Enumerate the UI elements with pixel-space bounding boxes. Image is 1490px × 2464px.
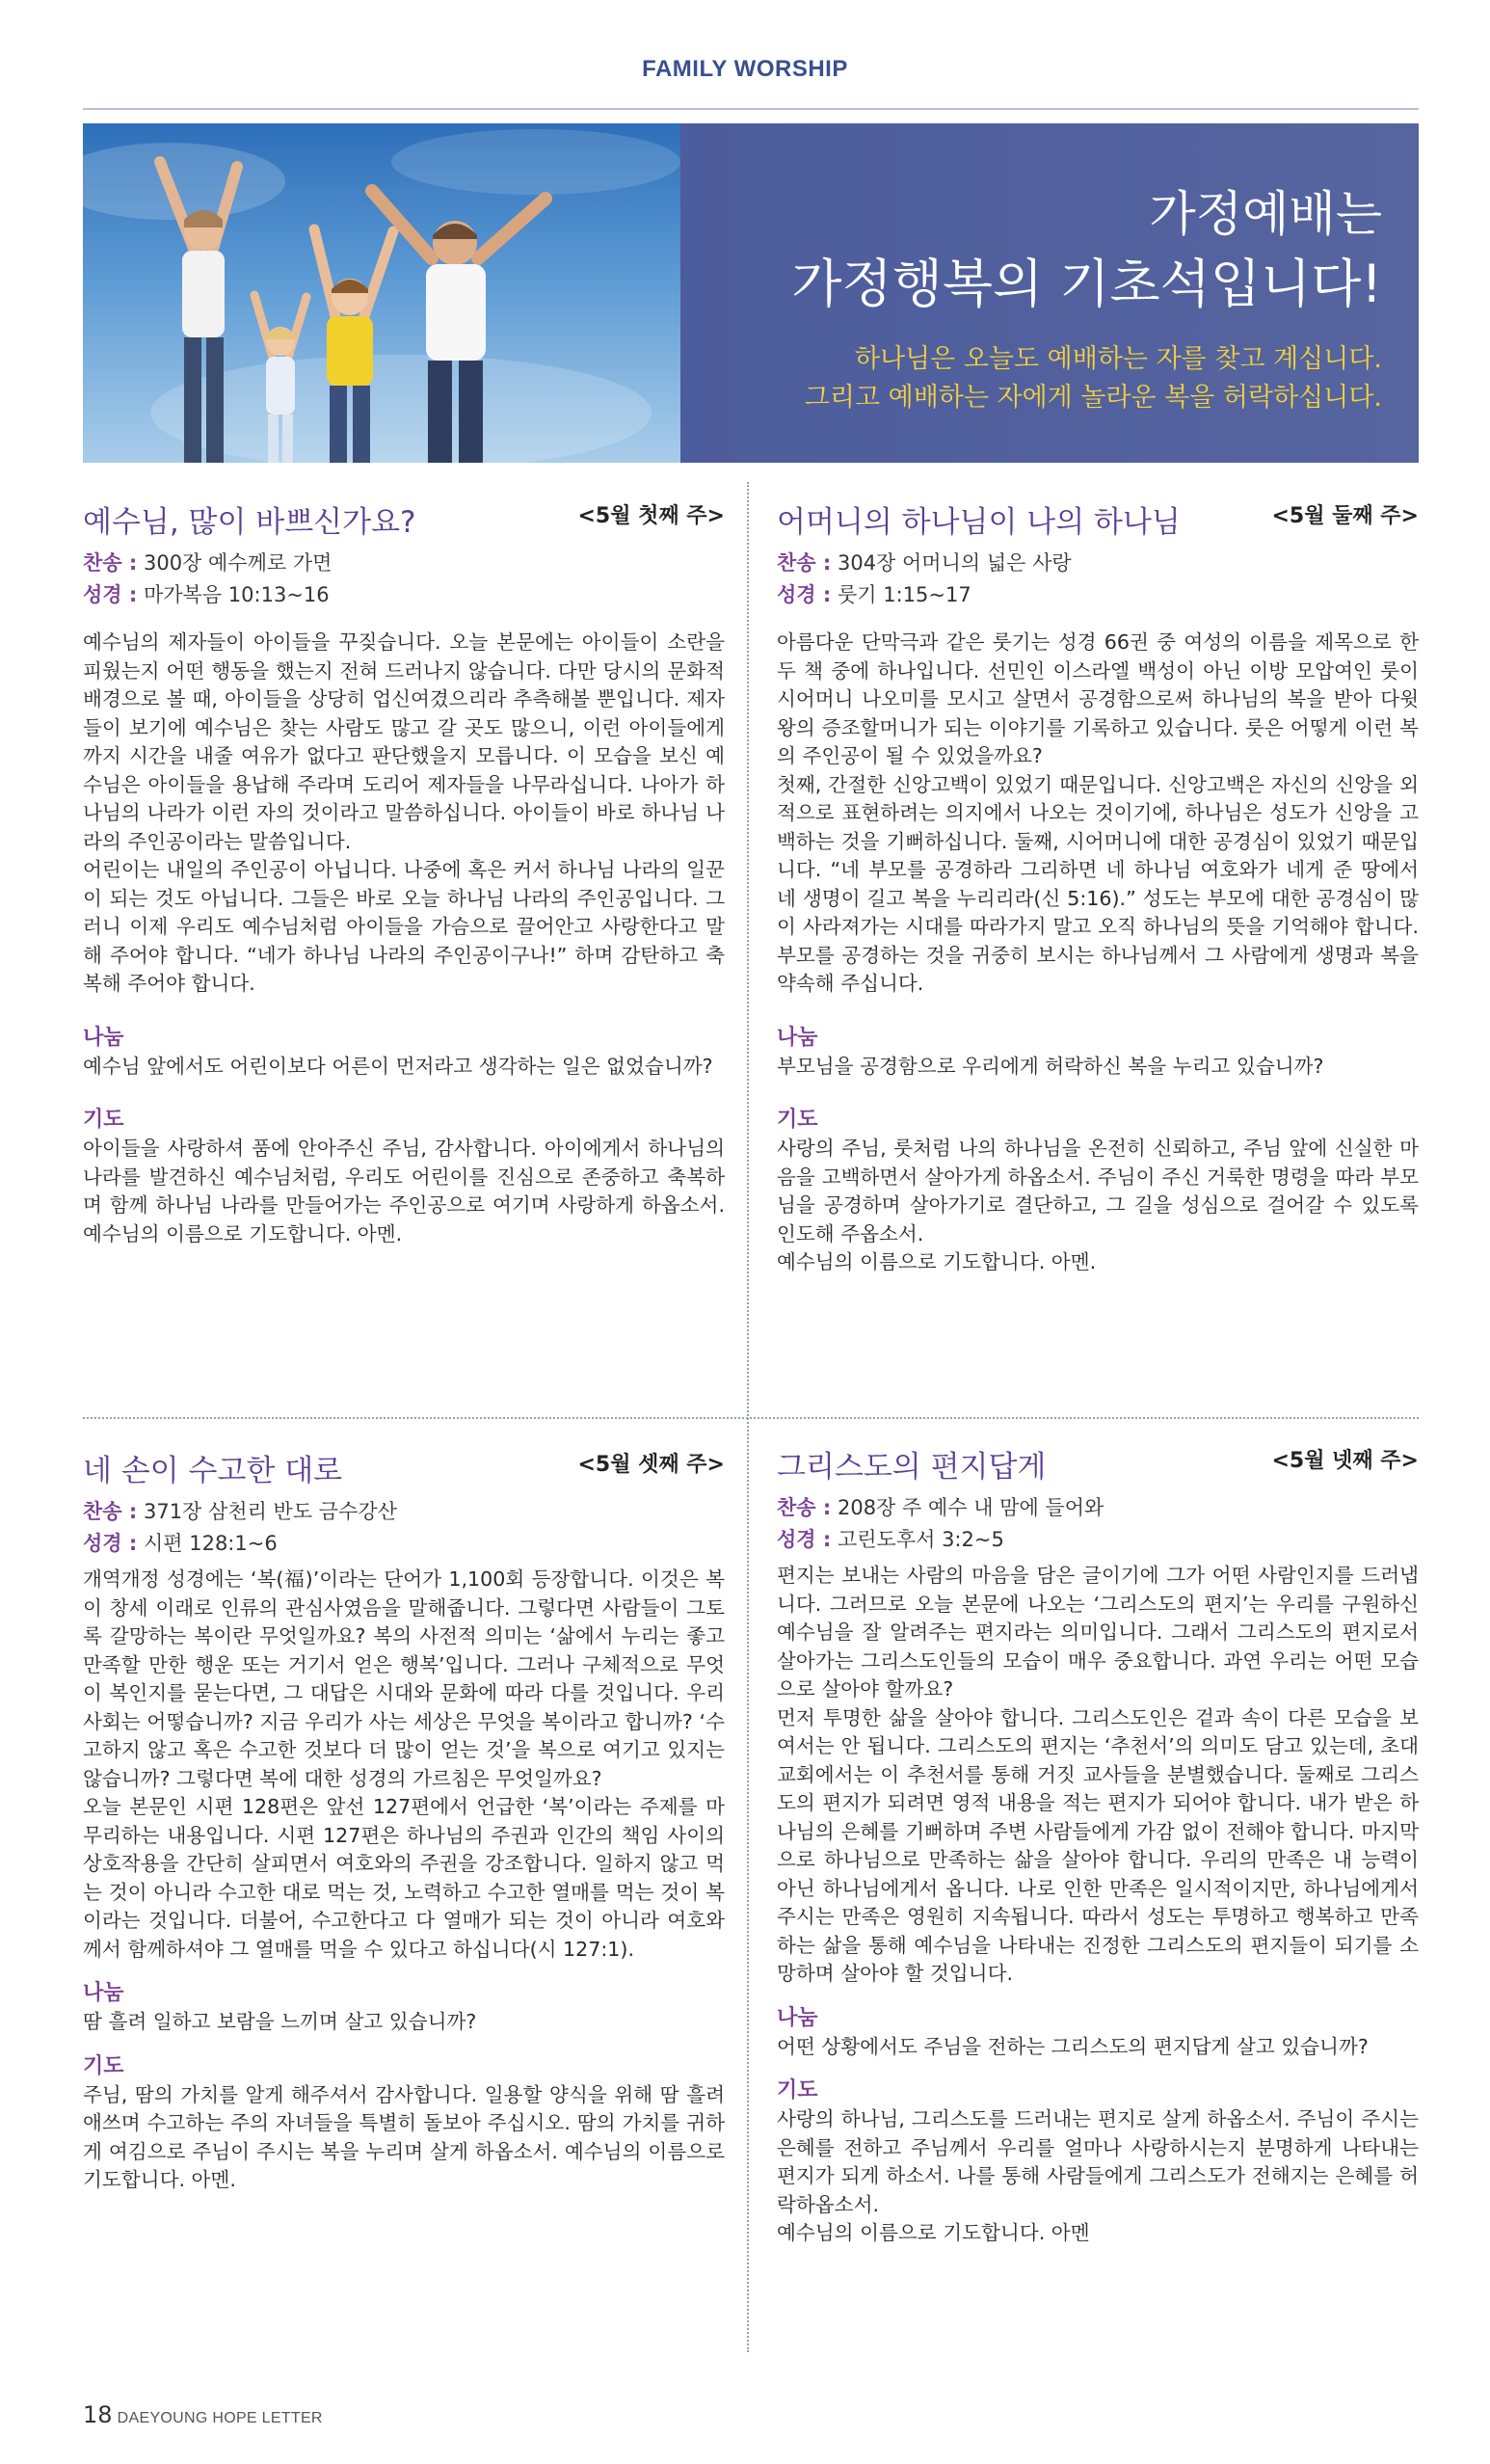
- hero-title-line1: 가정예배는: [1149, 186, 1382, 242]
- scripture-value: 룻기 1:15~17: [837, 583, 971, 606]
- prayer-heading: 기도: [777, 2078, 818, 2102]
- hero-text-panel: [680, 123, 1419, 463]
- share-heading: 나눔: [83, 1981, 124, 2005]
- section-header-label: FAMILY WORSHIP: [642, 56, 848, 82]
- scripture-label: 성경 :: [83, 583, 138, 606]
- section-week: <5월 넷째 주>: [1271, 1449, 1419, 1473]
- body-paragraph: 첫째, 간절한 신앙고백이 있었기 때문입니다. 신앙고백은 자신의 신앙을 외적으로 표현하려는 의지에서 나오는 것이기에, 하나님은 성도가 신앙을 고백하는 것을 기뻐하십니다. 둘째, 시어머니에 대한 공경심이 있었기 때문입니다. “네 부모를 공경하라 그리하면 네 하나님 여호와가 네게 준 땅에서 네 생명이 길고 복을 누리리라(신 5:16).” 성도는 부모에 대한 공경심이 많이 사라져가는 시대를 따라가지 말고 오직 하나님의 뜻을 기억해야 합니다. 부모를 공경하는 것을 귀중히 보시는 하나님께서 그 사람에게 생명과 복을 약속해 주십니다.: [777, 772, 1419, 995]
- section-title: 네 손이 수고한 대로: [83, 1454, 343, 1488]
- prayer-closing: 예수님의 이름으로 기도합니다. 아멘: [777, 2221, 1090, 2244]
- section-body: [777, 629, 1419, 999]
- scripture-label: 성경 :: [777, 1528, 832, 1551]
- hymn-value: 208장 주 예수 내 맘에 들어와: [837, 1496, 1104, 1519]
- worship-section-week4: [777, 1442, 1419, 2248]
- worship-section-week3: [83, 1446, 725, 2195]
- prayer-heading: 기도: [777, 1108, 818, 1132]
- hymn-line: [83, 548, 725, 579]
- prayer-closing: 예수님의 이름으로 기도합니다. 아멘.: [777, 1250, 1097, 1273]
- prayer-heading: 기도: [83, 2053, 124, 2078]
- body-paragraph: 아름다운 단막극과 같은 룻기는 성경 66권 중 여성의 이름을 제목으로 한 두 책 중에 하나입니다. 선민인 이스라엘 백성이 아닌 이방 모압여인 룻이 시어머니 나오미를 모시고 살면서 공경함으로써 하나님의 복을 받아 다윗왕의 증조할머니가 되는 이야기를 기록하고 있습니다. 룻은 어떻게 이런 복의 주인공이 될 수 있었을까요?: [777, 630, 1419, 767]
- prayer-text: 사랑의 주님, 룻처럼 나의 하나님을 온전히 신뢰하고, 주님 앞에 신실한 마음을 고백하면서 살아가게 하옵소서. 주님이 주신 거룩한 명령을 따라 부모님을 공경하며 살아가기로 결단하고, 그 길을 성심으로 걸어갈 수 있도록 인도해 주옵소서.: [777, 1137, 1419, 1245]
- scripture-value: 시편 128:1~6: [143, 1532, 278, 1555]
- hero-banner: [83, 123, 1419, 463]
- hymn-label: 찬송 :: [83, 1500, 138, 1523]
- worship-section-week2: [777, 497, 1419, 1277]
- hymn-label: 찬송 :: [83, 551, 138, 575]
- section-body: [777, 1562, 1419, 1989]
- scripture-line: [777, 579, 1419, 611]
- hymn-value: 304장 어머니의 넓은 사랑: [837, 551, 1072, 575]
- hymn-line: [83, 1496, 725, 1528]
- hymn-label: 찬송 :: [777, 551, 832, 575]
- header-rule: [83, 108, 1419, 110]
- section-week: <5월 둘째 주>: [1271, 504, 1419, 528]
- scripture-line: [83, 579, 725, 611]
- worship-section-week1: [83, 497, 725, 1248]
- share-heading: 나눔: [777, 2005, 818, 2030]
- scripture-label: 성경 :: [777, 583, 832, 606]
- hymn-line: [777, 548, 1419, 579]
- section-title: 어머니의 하나님이 나의 하나님: [777, 505, 1181, 540]
- body-paragraph: 오늘 본문인 시편 128편은 앞선 127편에서 언급한 ‘복’이라는 주제를 마무리하는 내용입니다. 시편 127편은 하나님의 주권과 인간의 책임 사이의 상호작용을 간단히 살피면서 여호와의 주권을 강조합니다. 일하지 않고 먹는 것이 아니라 수고한 대로 먹는 것, 노력하고 수고한 열매를 먹는 것이 복이라는 것입니다. 더불어, 수고한다고 다 열매가 되는 것이 아니라 여호와께서 함께하셔야 그 열매를 먹을 수 있다고 하십니다(시 127:1).: [83, 1795, 725, 1961]
- scripture-line: [777, 1524, 1419, 1556]
- section-body: [83, 629, 725, 999]
- hero-subtitle-line2: 그리고 예배하는 자에게 놀라운 복을 허락하십니다.: [804, 383, 1382, 413]
- share-text: 부모님을 공경함으로 우리에게 허락하신 복을 누리고 있습니까?: [777, 1054, 1324, 1078]
- share-text: 어떤 상황에서도 주님을 전하는 그리스도의 편지답게 살고 있습니까?: [777, 2034, 1369, 2058]
- scripture-line: [83, 1528, 725, 1560]
- prayer-text: 아이들을 사랑하셔 품에 안아주신 주님, 감사합니다. 아이에게서 하나님의 나라를 발견하신 예수님처럼, 우리도 어린이를 진심으로 존중하고 축복하며 함께 하나님 나라를 만들어가는 주인공으로 여기며 사랑하게 하옵소서. 예수님의 이름으로 기도합니다. 아멘.: [83, 1137, 725, 1245]
- prayer-text: 주님, 땀의 가치를 알게 해주셔서 감사합니다. 일용할 양식을 위해 땀 흘려 애쓰며 수고하는 주의 자녀들을 특별히 돌보아 주십시오. 땀의 가치를 귀하게 여김으로 주님이 주시는 복을 누리며 살게 하옵소서. 예수님의 이름으로 기도합니다. 아멘.: [83, 2082, 725, 2191]
- family-raising-arms-illustration: [83, 123, 680, 463]
- publication-name: DAEYOUNG HOPE LETTER: [117, 2410, 323, 2426]
- body-paragraph: 개역개정 성경에는 ‘복(福)’이라는 단어가 1,100회 등장합니다. 이것은 복이 창세 이래로 인류의 관심사였음을 말해줍니다. 그렇다면 사람들이 그토록 갈망하는 복이란 무엇일까요? 복의 사전적 의미는 ‘삶에서 누리는 좋고 만족할 만한 행운 또는 거기서 얻은 행복’입니다. 그러나 구체적으로 무엇이 복인지를 묻는다면, 그 대답은 시대와 문화에 따라 다를 것입니다. 우리 사회는 어떻습니까? 지금 우리가 사는 세상은 무엇을 복이라고 합니까? ‘수고하지 않고 혹은 수고한 것보다 더 많이 얻는 것’을 복으로 여기고 있지는 않습니까? 그렇다면 복에 대한 성경의 가르침은 무엇일까요?: [83, 1567, 725, 1790]
- section-week: <5월 첫째 주>: [577, 504, 725, 528]
- hymn-value: 371장 삼천리 반도 금수강산: [143, 1500, 397, 1523]
- share-heading: 나눔: [83, 1025, 124, 1050]
- page-number: 18: [83, 2401, 113, 2428]
- body-paragraph: 먼저 투명한 삶을 살아야 합니다. 그리스도인은 겉과 속이 다른 모습을 보여서는 안 됩니다. 그리스도의 편지는 ‘추천서’의 의미도 담고 있는데, 초대 교회에서는 이 추천서를 통해 거짓 교사들을 분별했습니다. 둘째로 그리스도의 편지가 되려면 영적 내용을 적는 편지가 되어야 합니다. 내가 받은 하나님의 은혜를 기뻐하며 주변 사람들에게 가감 없이 전해야 합니다. 마지막으로 하나님으로 만족하는 삶을 살아야 합니다. 우리의 만족은 내 능력이 아닌 하나님에게서 옵니다. 나로 인한 만족은 일시적이지만, 하나님에게서 주시는 만족은 영원히 지속됩니다. 따라서 성도는 투명하고 행복하고 만족하는 삶을 통해 예수님을 나타내는 진정한 그리스도의 편지들이 되기를 소망하며 살아야 할 것입니다.: [777, 1705, 1419, 1985]
- family-worship-photo: [83, 123, 680, 463]
- hymn-label: 찬송 :: [777, 1496, 832, 1519]
- hero-subtitle-line1: 하나님은 오늘도 예배하는 자를 찾고 계십니다.: [854, 344, 1382, 374]
- body-paragraph: 예수님의 제자들이 아이들을 꾸짖습니다. 오늘 본문에는 아이들이 소란을 피웠는지 어떤 행동을 했는지 전혀 드러나지 않습니다. 다만 당시의 문화적 배경으로 볼 때, 아이들을 상당히 업신여겼으리라 추측해볼 뿐입니다. 제자들이 보기에 예수님은 찾는 사람도 많고 갈 곳도 많으니, 이런 아이들에게까지 시간을 내줄 여유가 없다고 판단했을지 모릅니다. 이 모습을 보신 예수님은 아이들을 용납해 주라며 도리어 제자들을 나무라십니다. 나아가 하나님의 나라가 이런 자의 것이라고 말씀하십니다. 아이들이 바로 하나님 나라의 주인공이라는 말씀입니다.: [83, 630, 725, 853]
- row-divider: [83, 1417, 1419, 1419]
- scripture-value: 마가복음 10:13~16: [143, 583, 330, 606]
- hymn-line: [777, 1492, 1419, 1524]
- scripture-label: 성경 :: [83, 1532, 138, 1555]
- body-paragraph: 편지는 보내는 사람의 마음을 담은 글이기에 그가 어떤 사람인지를 드러냅니다. 그러므로 오늘 본문에 나오는 ‘그리스도의 편지’는 우리를 구원하신 예수님을 잘 알려주는 편지라는 의미입니다. 그래서 그리스도의 편지로서 살아가는 그리스도인들의 모습이 매우 중요합니다. 과연 우리는 어떤 모습으로 살아야 할까요?: [777, 1564, 1419, 1701]
- section-body: [83, 1566, 725, 1964]
- prayer-heading: 기도: [83, 1108, 124, 1132]
- scripture-value: 고린도후서 3:2~5: [837, 1528, 1004, 1551]
- section-week: <5월 셋째 주>: [577, 1453, 725, 1477]
- page-footer: [83, 2401, 323, 2428]
- share-text: 땀 흘려 일하고 보람을 느끼며 살고 있습니까?: [83, 2010, 477, 2033]
- body-paragraph: 어린이는 내일의 주인공이 아닙니다. 나중에 혹은 커서 하나님 나라의 일꾼이 되는 것도 아닙니다. 그들은 바로 오늘 하나님 나라의 주인공입니다. 그러니 이제 우리도 예수님처럼 아이들을 가슴으로 끌어안고 사랑한다고 말해 주어야 합니다. “네가 하나님 나라의 주인공이구나!” 하며 감탄하고 축복해 주어야 합니다.: [83, 858, 725, 995]
- share-heading: 나눔: [777, 1025, 818, 1050]
- section-title: 그리스도의 편지답게: [777, 1450, 1047, 1485]
- share-text: 예수님 앞에서도 어린이보다 어른이 먼저라고 생각하는 일은 없었습니까?: [83, 1054, 713, 1078]
- hero-title-line2: 가정행복의 기초석입니다!: [791, 254, 1382, 314]
- hymn-value: 300장 예수께로 가면: [143, 551, 333, 575]
- section-title: 예수님, 많이 바쁘신가요?: [83, 505, 416, 540]
- prayer-text: 사랑의 하나님, 그리스도를 드러내는 편지로 살게 하옵소서. 주님이 주시는 은혜를 전하고 주님께서 우리를 얼마나 사랑하시는지 분명하게 나타내는 편지가 되게 하소서. 나를 통해 사람들에게 그리스도가 전해지는 은혜를 허락하옵소서.: [777, 2107, 1419, 2216]
